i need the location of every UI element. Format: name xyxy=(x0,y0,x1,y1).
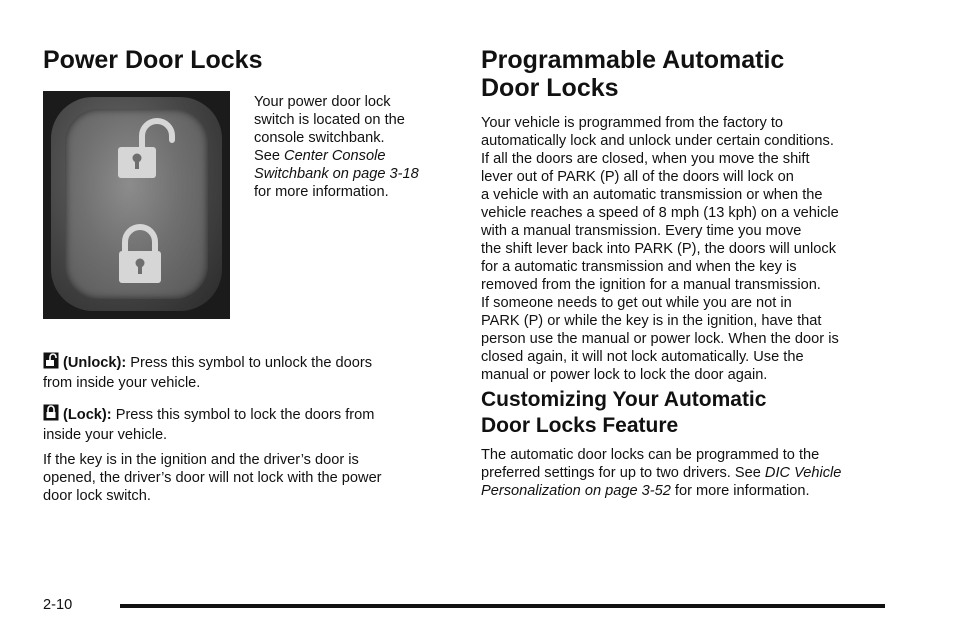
section-title-programmable-locks xyxy=(481,46,784,102)
see-prefix: See xyxy=(254,148,285,164)
lock-text: inside your vehicle. xyxy=(43,427,168,443)
subtitle-line: Customizing Your Automatic xyxy=(481,388,767,411)
body-text: preferred settings for up to two drivers. See xyxy=(481,465,765,481)
body-line: PARK (P) or while the key is in the ignition, have that xyxy=(481,313,822,329)
body-line: for a automatic transmission and when the key is xyxy=(481,259,797,275)
subtitle-line: Door Locks Feature xyxy=(481,414,679,437)
footer-rule xyxy=(120,604,885,608)
body-line: If someone needs to get out while you are not in xyxy=(481,295,792,311)
note-line: door lock switch. xyxy=(43,488,151,504)
unlock-description xyxy=(43,352,453,393)
unlock-label: (Unlock): xyxy=(63,355,127,371)
lock-label: (Lock): xyxy=(63,407,112,423)
note-line: If the key is in the ignition and the driver’s door is xyxy=(43,452,359,468)
body-line: The automatic door locks can be programmed to the xyxy=(481,447,820,463)
unlock-text: Press this symbol to unlock the doors xyxy=(126,355,373,371)
body-line: vehicle reaches a speed of 8 mph (13 kph) on a vehicle xyxy=(481,205,839,221)
cross-reference-link[interactable]: Switchbank on page 3-18 xyxy=(254,166,419,182)
switch-icons xyxy=(43,91,230,319)
ignition-note xyxy=(43,451,453,505)
unlock-text: from inside your vehicle. xyxy=(43,375,201,391)
cross-reference-link[interactable]: Center Console xyxy=(284,148,386,164)
programmable-locks-body xyxy=(481,114,921,384)
door-lock-switch-photo xyxy=(43,91,230,319)
body-line: person use the manual or power lock. When the door is xyxy=(481,331,839,347)
switch-location-text xyxy=(254,93,454,201)
body-line: If all the doors are closed, when you move the shift xyxy=(481,151,810,167)
body-line: removed from the ignition for a manual transmission. xyxy=(481,277,821,293)
lock-text: Press this symbol to lock the doors from xyxy=(111,407,375,423)
see-suffix: for more information. xyxy=(254,184,389,200)
body-line: Your vehicle is programmed from the factory to xyxy=(481,115,784,131)
lock-symbol-icon xyxy=(43,404,59,421)
body-line: with a manual transmission. Every time you move xyxy=(481,223,802,239)
lock-description xyxy=(43,404,453,445)
customizing-body xyxy=(481,446,921,500)
unlock-symbol-icon xyxy=(43,352,59,369)
body-line: the shift lever back into PARK (P), the doors will unlock xyxy=(481,241,836,257)
body-text: for more information. xyxy=(670,483,810,499)
unlock-icon xyxy=(118,121,172,178)
body-line: manual or power lock to lock the door again. xyxy=(481,367,768,383)
cross-reference-link[interactable]: DIC Vehicle xyxy=(764,465,842,481)
intro-line: Your power door lock xyxy=(254,94,391,110)
intro-line: switch is located on the xyxy=(254,112,405,128)
lock-icon xyxy=(119,227,161,283)
body-line: a vehicle with an automatic transmission or when the xyxy=(481,187,823,203)
body-line: lever out of PARK (P) all of the doors will lock on xyxy=(481,169,794,185)
note-line: opened, the driver’s door will not lock with the power xyxy=(43,470,382,486)
title-line: Programmable Automatic xyxy=(481,46,785,74)
section-title-customizing-locks xyxy=(481,387,766,439)
body-line: automatically lock and unlock under certain conditions. xyxy=(481,133,834,149)
page-number: 2-10 xyxy=(43,597,73,613)
title-line: Door Locks xyxy=(481,74,619,102)
body-line: closed again, it will not lock automatically. Use the xyxy=(481,349,804,365)
intro-line: console switchbank. xyxy=(254,130,385,146)
section-title-power-door-locks: Power Door Locks xyxy=(43,46,263,74)
cross-reference-link[interactable]: Personalization on page 3-52 xyxy=(481,483,671,499)
